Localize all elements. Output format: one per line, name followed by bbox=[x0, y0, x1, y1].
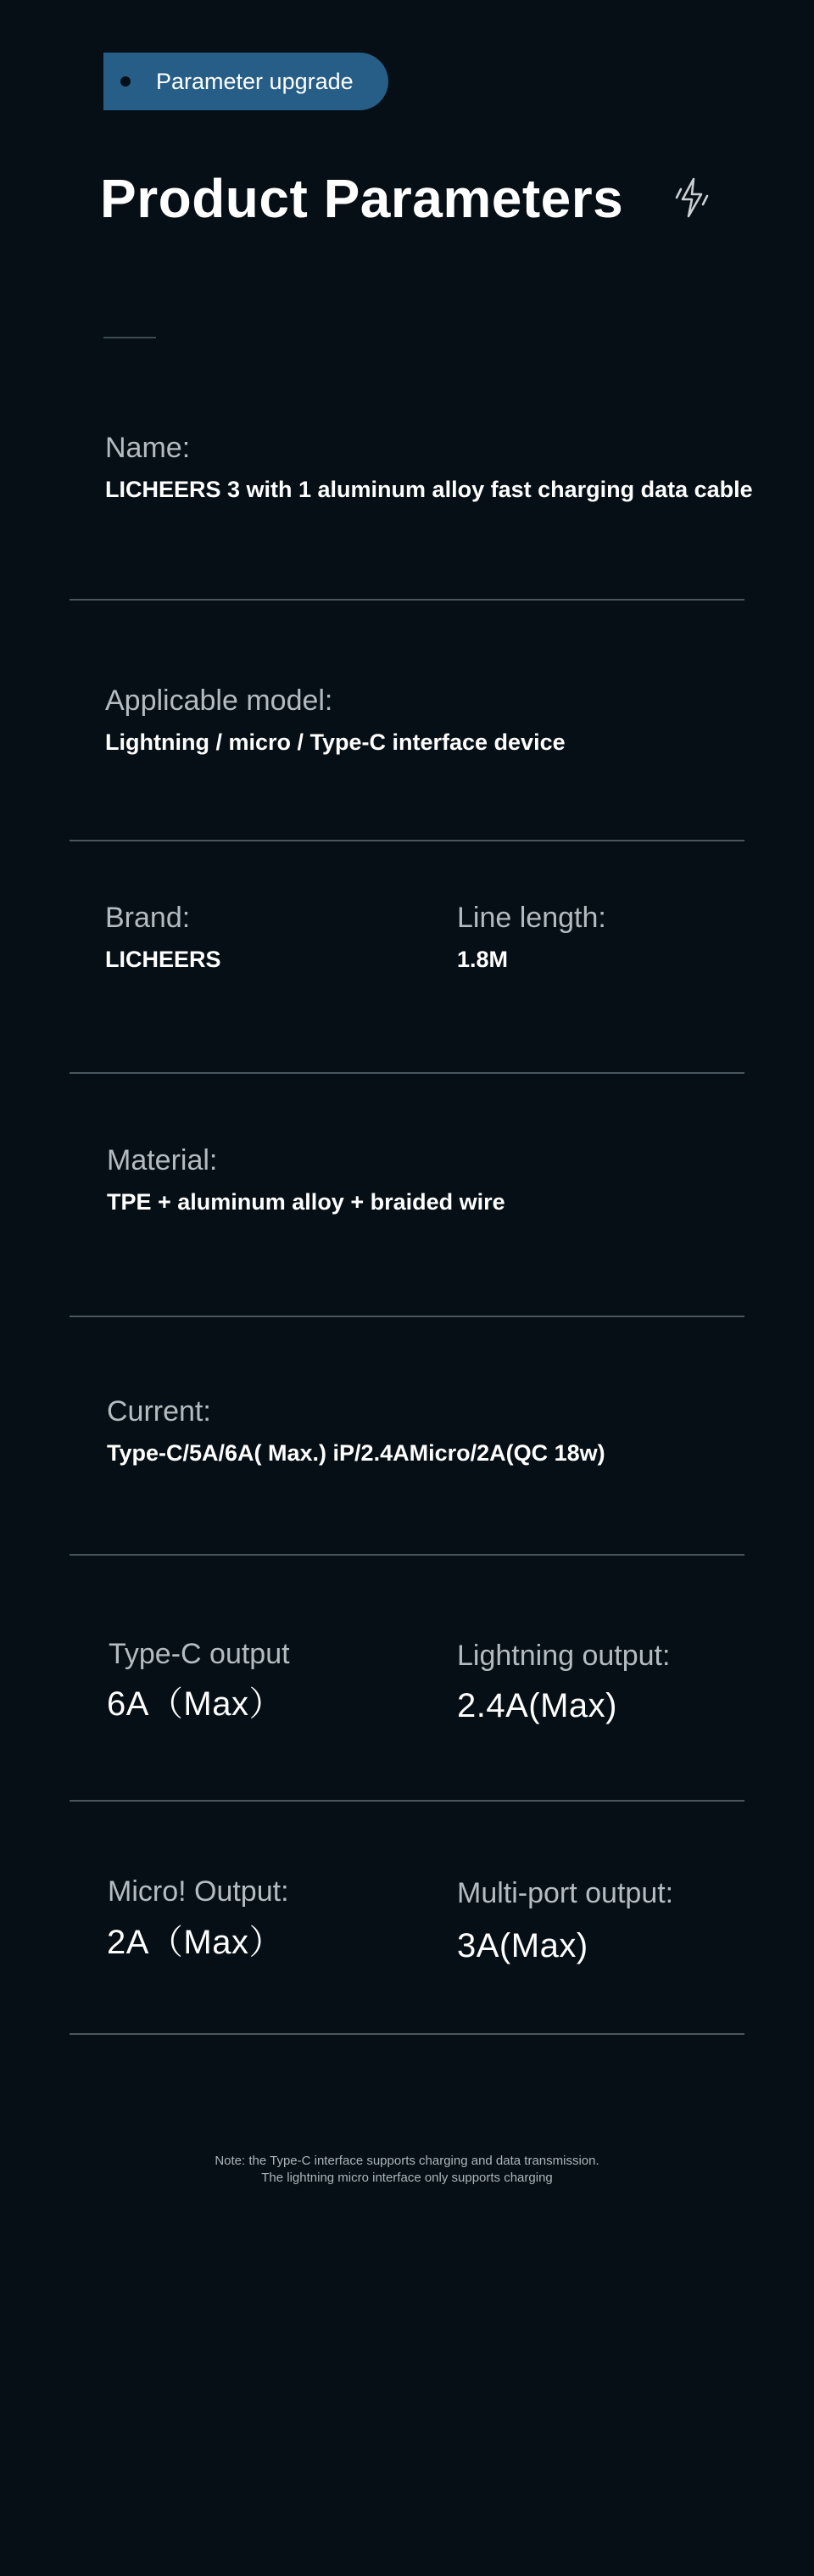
parameter-upgrade-tag bbox=[103, 53, 388, 110]
typec-output-value: 6A（Max） bbox=[107, 1685, 283, 1723]
page-title: Product Parameters bbox=[100, 168, 624, 229]
material-value: TPE + aluminum alloy + braided wire bbox=[107, 1189, 505, 1215]
micro-output-label: Micro! Output: bbox=[108, 1875, 289, 1908]
title-underline bbox=[103, 337, 156, 338]
typec-output-label: Type-C output bbox=[109, 1638, 290, 1670]
lightning-output-label: Lightning output: bbox=[457, 1640, 671, 1672]
divider bbox=[70, 840, 744, 841]
line-length-value: 1.8M bbox=[457, 947, 509, 972]
multiport-output-label: Multi-port output: bbox=[457, 1877, 674, 1909]
divider bbox=[70, 1554, 744, 1556]
divider bbox=[70, 1800, 744, 1802]
multiport-output-value: 3A(Max) bbox=[457, 1927, 588, 1964]
divider bbox=[70, 1072, 744, 1074]
divider bbox=[70, 1316, 744, 1317]
note-line-2: The lightning micro interface only supports charging bbox=[261, 2171, 553, 2185]
note-line-1: Note: the Type-C interface supports charging and data transmission. bbox=[215, 2154, 599, 2168]
current-label: Current: bbox=[107, 1395, 211, 1428]
applicable-model-label: Applicable model: bbox=[105, 685, 333, 717]
applicable-model-value: Lightning / micro / Type-C interface device bbox=[105, 729, 566, 755]
micro-output-value: 2A（Max） bbox=[107, 1924, 283, 1961]
brand-label: Brand: bbox=[105, 902, 191, 934]
material-label: Material: bbox=[107, 1144, 218, 1176]
line-length-label: Line length: bbox=[457, 902, 606, 934]
name-label: Name: bbox=[105, 432, 191, 464]
name-value: LICHEERS 3 with 1 aluminum alloy fast charging data cable bbox=[105, 477, 753, 502]
lightning-output-value: 2.4A(Max) bbox=[457, 1687, 617, 1724]
divider bbox=[70, 2033, 744, 2035]
current-value: Type-C/5A/6A( Max.) iP/2.4AMicro/2A(QC 18w) bbox=[107, 1440, 605, 1466]
bullet-dot-icon bbox=[120, 76, 131, 87]
tag-label: Parameter upgrade bbox=[156, 69, 354, 94]
brand-value: LICHEERS bbox=[105, 947, 221, 972]
lightning-icon bbox=[666, 172, 717, 223]
divider bbox=[70, 599, 744, 601]
